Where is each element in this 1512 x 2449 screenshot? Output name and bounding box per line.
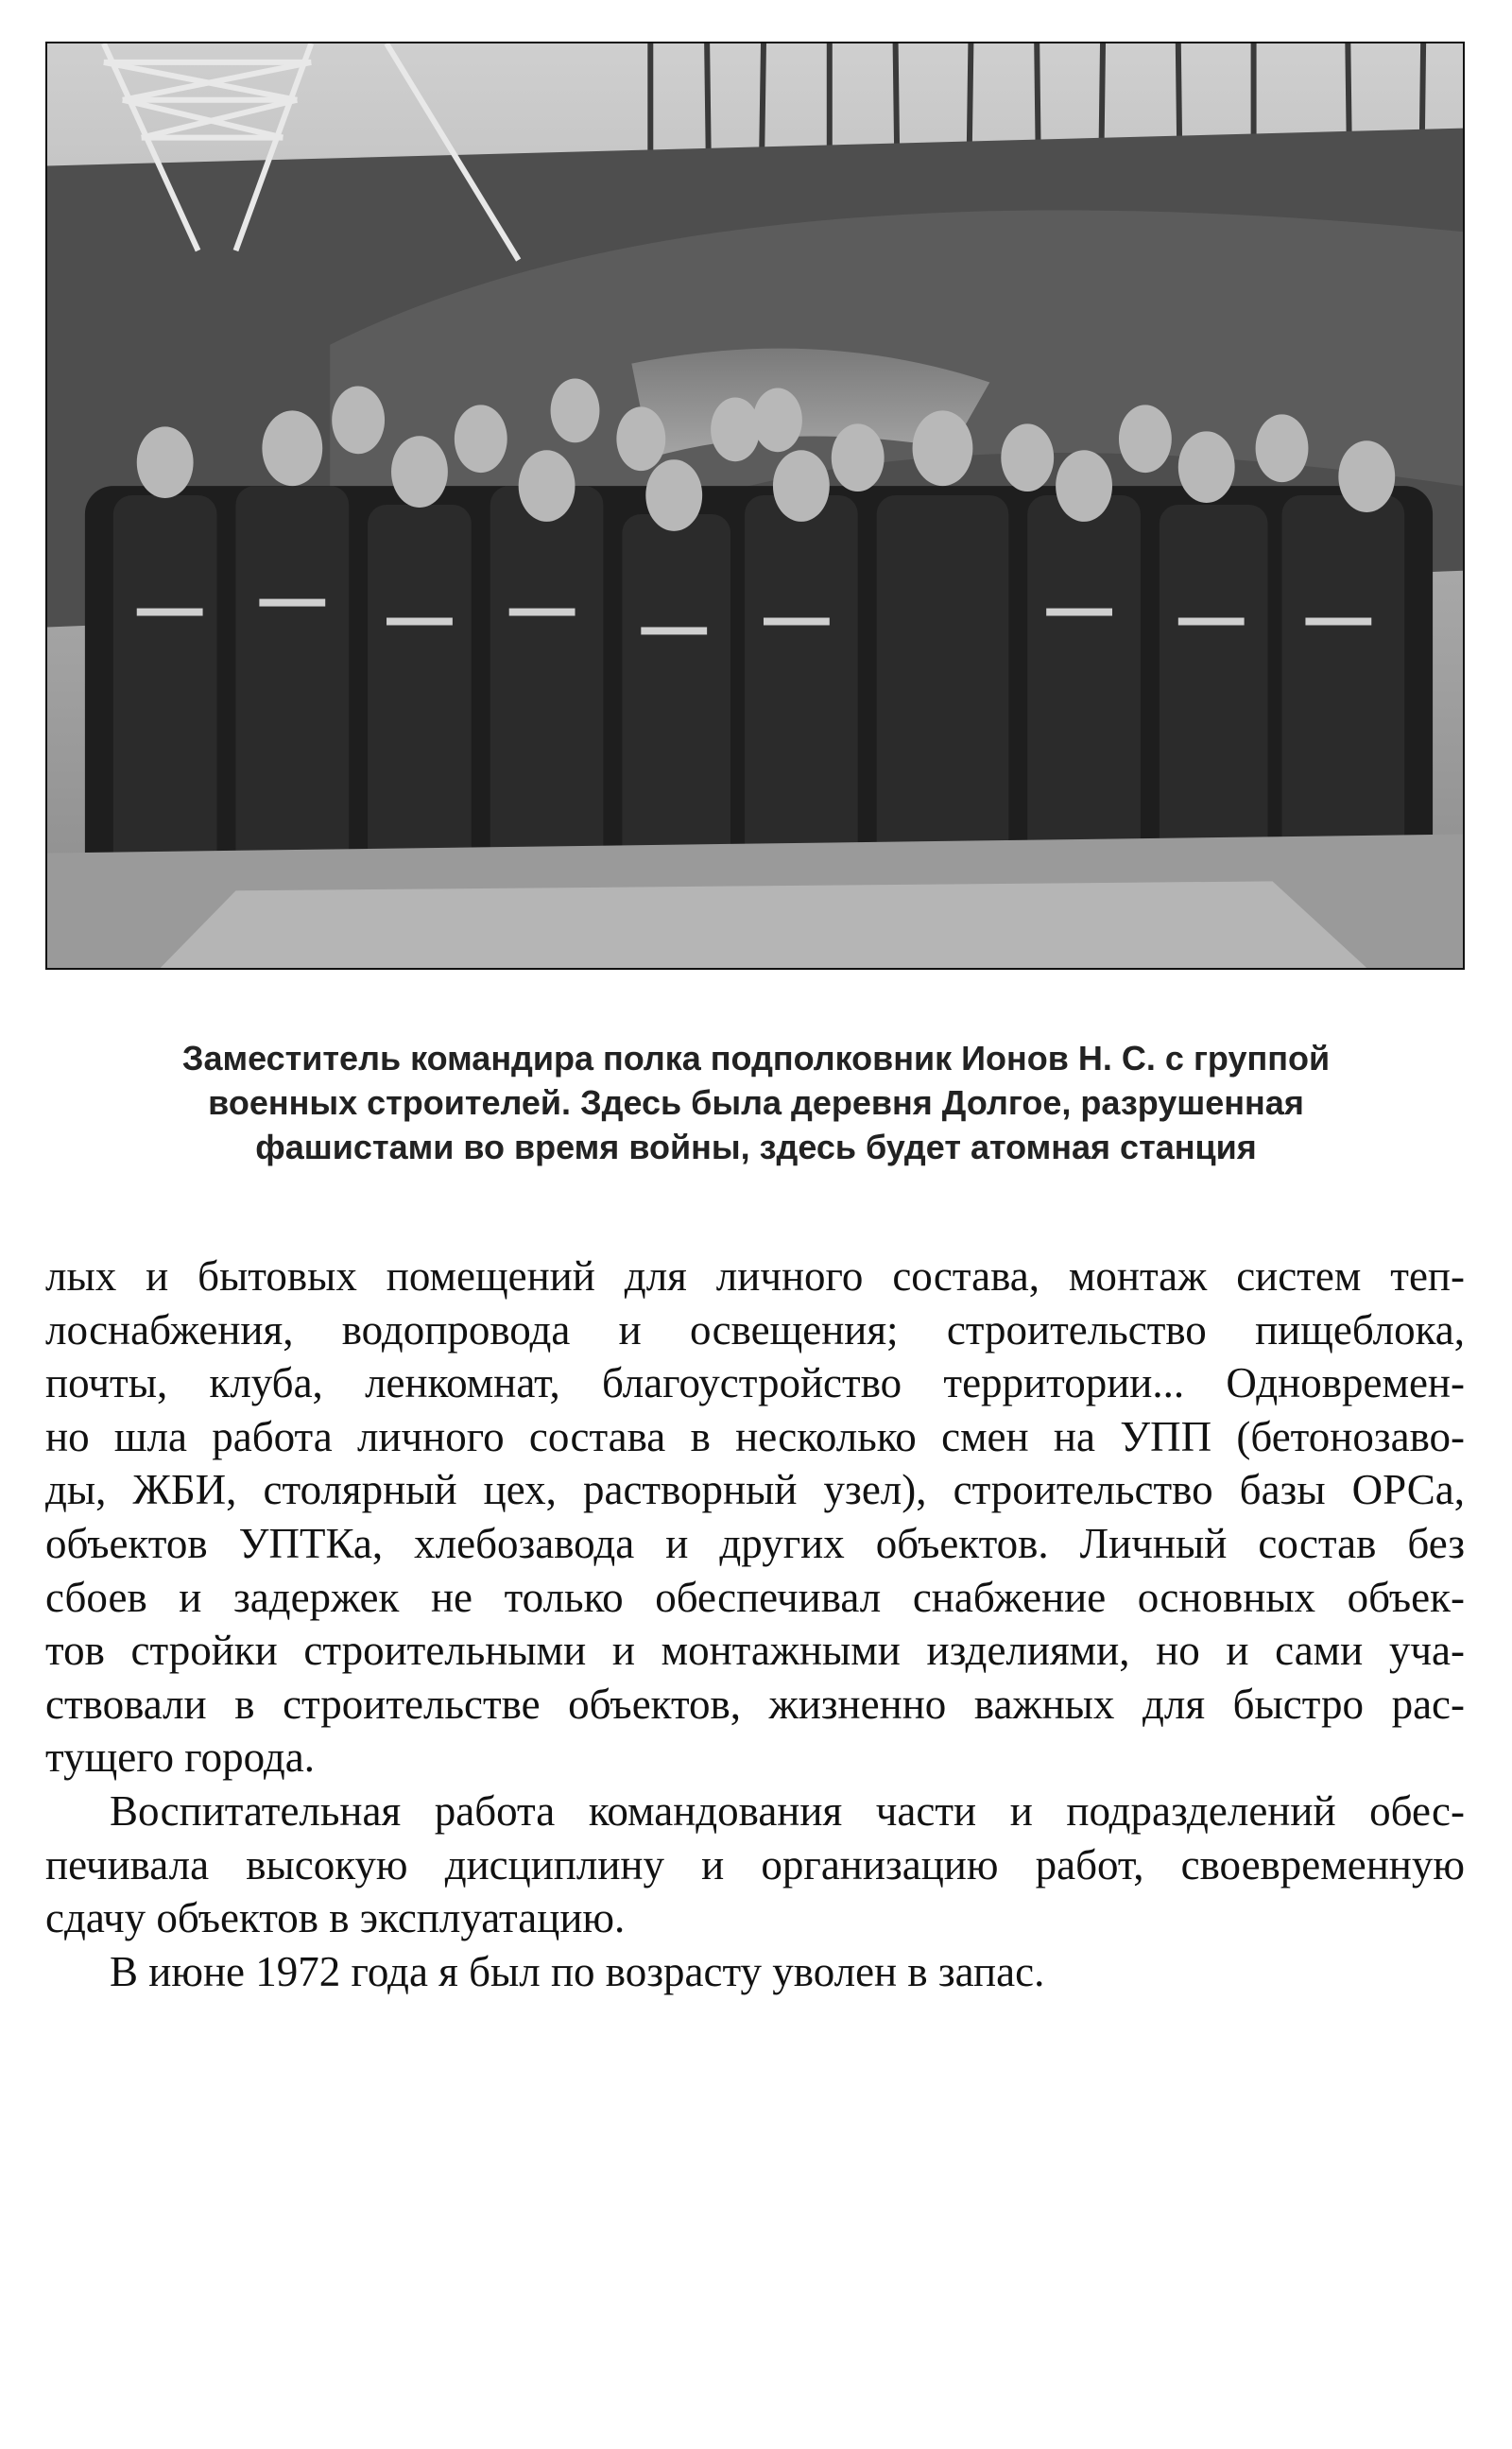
body-text xyxy=(45,1250,1465,1998)
text-line: тов стройки строительными и монтажными изделиями, но и сами уча- xyxy=(45,1627,1465,1675)
text-line: лоснабжения, водопровода и освещения; строительство пищеблока, xyxy=(45,1305,1465,1354)
text-line: объектов УПТКа, хлебозавода и других объектов. Личный состав без xyxy=(45,1519,1465,1567)
photo-caption xyxy=(57,1036,1455,1169)
text-line: почты, клуба, ленкомнат, благоустройство территории... Одновремен- xyxy=(45,1359,1465,1407)
text-line: печивала высокую дисциплину и организацию работ, своевременную xyxy=(45,1840,1465,1888)
text-line: ды, ЖБИ, столярный цех, растворный узел), строительство базы ОРСа, xyxy=(45,1466,1465,1514)
text-line: ствовали в строительстве объектов, жизненно важных для быстро рас- xyxy=(45,1680,1465,1728)
text-line: В июне 1972 года я был по возрасту уволен в запас. xyxy=(110,1947,1045,1995)
caption-line: военных строителей. Здесь была деревня Долгое, разрушенная xyxy=(208,1083,1304,1122)
text-line: сбоев и задержек не только обеспечивал снабжение основных объек- xyxy=(45,1573,1465,1621)
text-line: Воспитательная работа командования части и подразделений обес- xyxy=(110,1786,1465,1835)
caption-line: фашистами во время войны, здесь будет атомная станция xyxy=(255,1128,1257,1166)
text-line: сдачу объектов в эксплуатацию. xyxy=(45,1894,626,1942)
group-photo xyxy=(45,42,1465,970)
text-line: тущего города. xyxy=(45,1733,315,1782)
text-line: но шла работа личного состава в несколько смен на УПП (бетонозаво- xyxy=(45,1412,1465,1460)
text-line: лых и бытовых помещений для личного состава, монтаж систем теп- xyxy=(45,1252,1465,1300)
caption-line: Заместитель командира полка подполковник Ионов Н. С. с группой xyxy=(181,1039,1331,1078)
photo-illustration xyxy=(47,43,1463,968)
